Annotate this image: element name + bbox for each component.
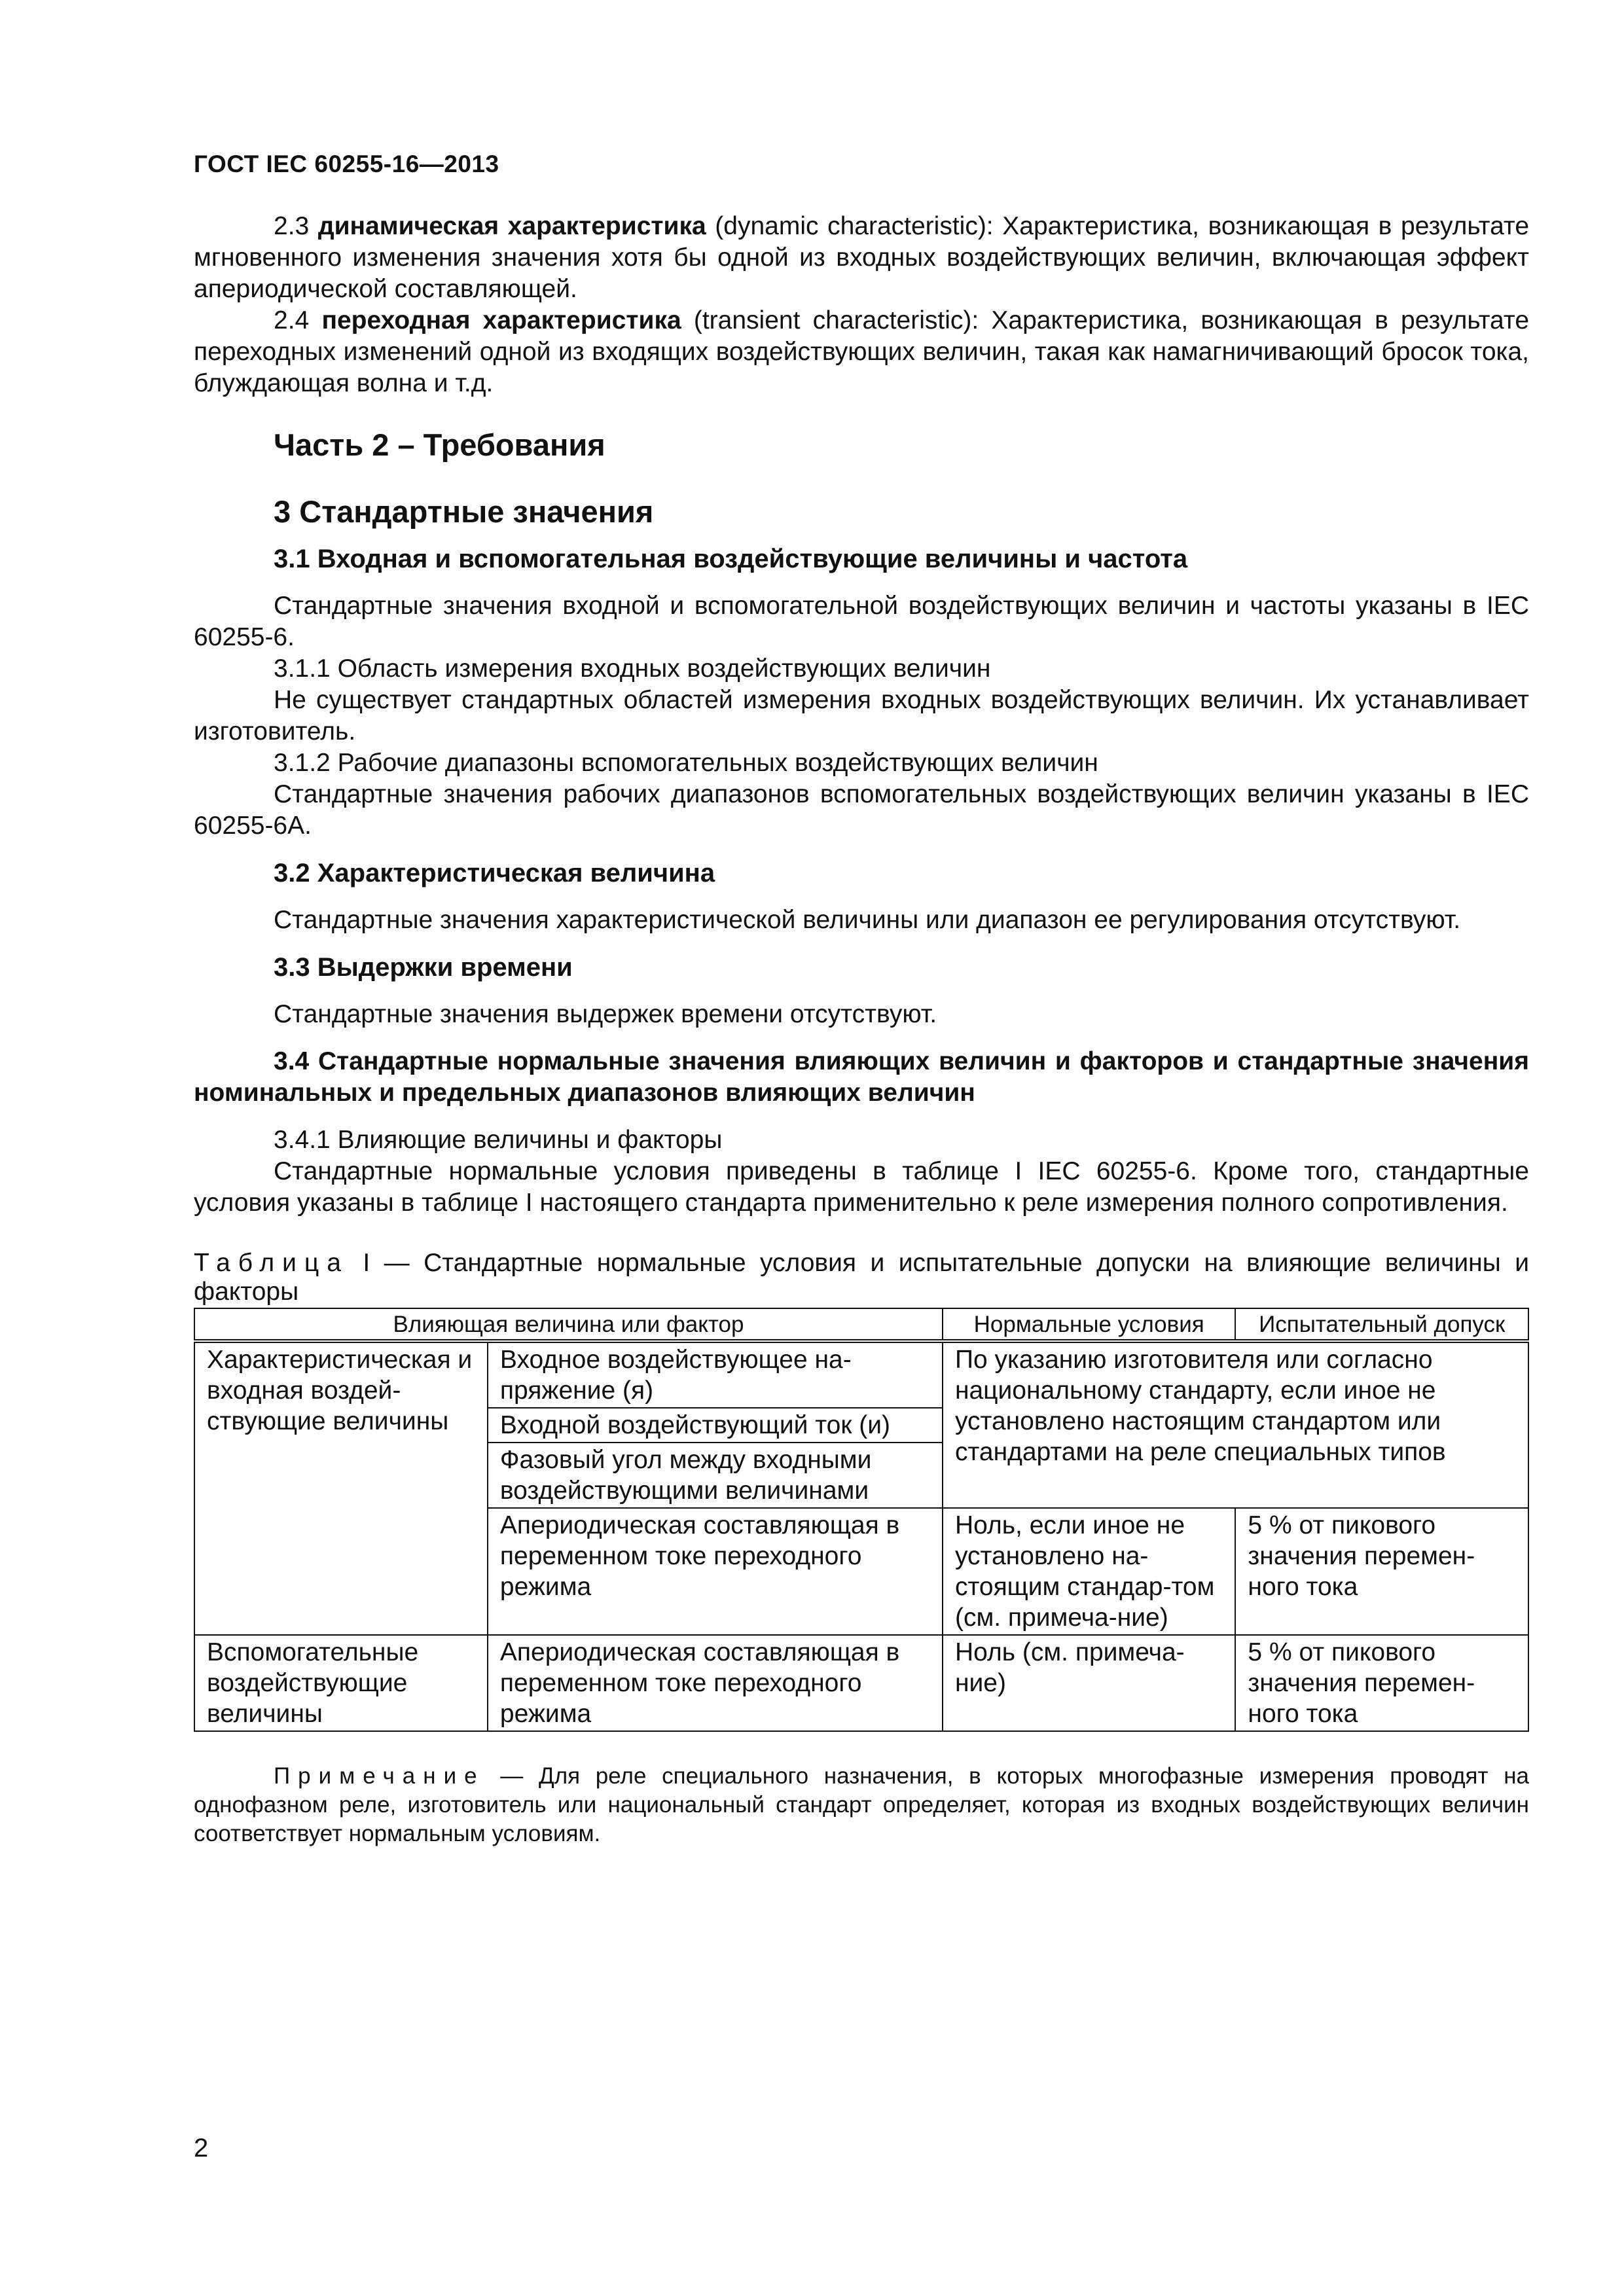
note-text: — Для реле специального назначения, в которых многофазные измерения проводят на однофазном реле, изготовитель или национальный стандарт определяет, которая из входных воздействующих величин соответствует нормальным условиям.	[194, 1763, 1529, 1846]
subsection-3-4-1: 3.4.1 Влияющие величины и факторы	[274, 1126, 723, 1154]
table-note	[194, 1762, 1529, 1848]
subsection-3-1-1: 3.1.1 Область измерения входных воздействующих величин	[274, 655, 991, 683]
header-cell: Нормальные условия	[943, 1308, 1235, 1341]
paragraph: Не существует стандартных областей измерения входных воздействующих величин. Их устанавливает изготовитель.	[194, 686, 1529, 745]
document-page	[194, 151, 1529, 1848]
section-3-4-heading: 3.4 Стандартные нормальные значения влияющих величин и факторов и стандартные значения номинальных и предельных диапазонов влияющих величин	[194, 1047, 1529, 1107]
section-3-3-heading: 3.3 Выдержки времени	[274, 953, 573, 982]
table-cell: Апериодическая составляющая в переменном токе переходного режима	[488, 1508, 943, 1635]
term: переходная характеристика	[321, 306, 681, 334]
section-number: 2.4	[274, 306, 310, 334]
standard-header: ГОСТ IEC 60255-16—2013	[194, 151, 499, 177]
part-heading: Часть 2 – Требования	[274, 427, 605, 462]
term: динамическая характеристика	[317, 212, 706, 240]
section-number: 2.3	[274, 212, 310, 240]
table-cell: Ноль, если иное не установлено на-стоящим стандар-том (см. примеча-ние)	[943, 1508, 1235, 1635]
table-row	[194, 1635, 1528, 1731]
section-3-2-heading: 3.2 Характеристическая величина	[274, 859, 715, 888]
definition: (transient characteristic): Характеристика, возникающая в результате переходных изменений одной из входящих воздействующих величин, такая как намагничивающий бросок тока, блуждающая волна и т.д.	[194, 306, 1530, 397]
header-cell: Испытательный допуск	[1235, 1308, 1528, 1341]
table-cell: 5 % от пикового значения перемен-ного тока	[1235, 1508, 1528, 1635]
definition: (dynamic characteristic): Характеристика, возникающая в результате мгновенного изменения значения хотя бы одной из входных воздействующих величин, включающая эффект апериодической составляющей.	[194, 212, 1530, 303]
paragraph: Стандартные значения характеристической величины или диапазон ее регулирования отсутствуют.	[274, 906, 1461, 934]
paragraph: Стандартные значения выдержек времени отсутствуют.	[274, 1000, 937, 1028]
section-3-heading: 3 Стандартные значения	[274, 494, 654, 529]
table-header-row	[194, 1308, 1528, 1341]
page-number: 2	[194, 2134, 209, 2162]
section-3-1-heading: 3.1 Входная и вспомогательная воздействующие величины и частота	[274, 545, 1188, 573]
influence-table	[194, 1308, 1529, 1732]
section-2-3	[194, 211, 1529, 305]
table-cell: Входной воздействующий ток (и)	[488, 1408, 943, 1443]
table-cell: Входное воздействующее на-пряжение (я)	[488, 1341, 943, 1408]
table-cell: По указанию изготовителя или согласно национальному стандарту, если иное не установлено настоящим стандартом или стандартами на реле специальных типов	[943, 1341, 1528, 1508]
paragraph: Стандартные значения рабочих диапазонов вспомогательных воздействующих величин указаны в IEC 60255-6A.	[194, 780, 1529, 840]
table-caption-text: I — Стандартные нормальные условия и испытательные допуски на влияющие величины и факторы	[194, 1249, 1529, 1306]
group-cell: Характеристическая и входная воздей-ствующие величины	[194, 1341, 488, 1635]
group-cell: Вспомогательные воздействующие величины	[194, 1635, 488, 1731]
table-caption	[194, 1249, 1529, 1306]
table-cell: Апериодическая составляющая в переменном токе переходного режима	[488, 1635, 943, 1731]
paragraph: Стандартные значения входной и вспомогательной воздействующих величин и частоты указаны в IEC 60255-6.	[194, 592, 1529, 651]
table-cell: Фазовый угол между входными воздействующими величинами	[488, 1443, 943, 1508]
section-2-4	[194, 305, 1529, 399]
table-row	[194, 1341, 1528, 1408]
table-cell: 5 % от пикового значения перемен-ного тока	[1235, 1635, 1528, 1731]
subsection-3-1-2: 3.1.2 Рабочие диапазоны вспомогательных воздействующих величин	[274, 749, 1098, 777]
table-cell: Ноль (см. примеча-ние)	[943, 1635, 1235, 1731]
header-cell: Влияющая величина или фактор	[194, 1308, 943, 1341]
note-label: Примечание	[274, 1763, 485, 1789]
table-caption-label: Таблица	[194, 1249, 349, 1277]
paragraph: Стандартные нормальные условия приведены в таблице I IEC 60255-6. Кроме того, стандартные условия указаны в таблице I настоящего стандарта применительно к реле измерения полного сопротивления.	[194, 1157, 1529, 1217]
